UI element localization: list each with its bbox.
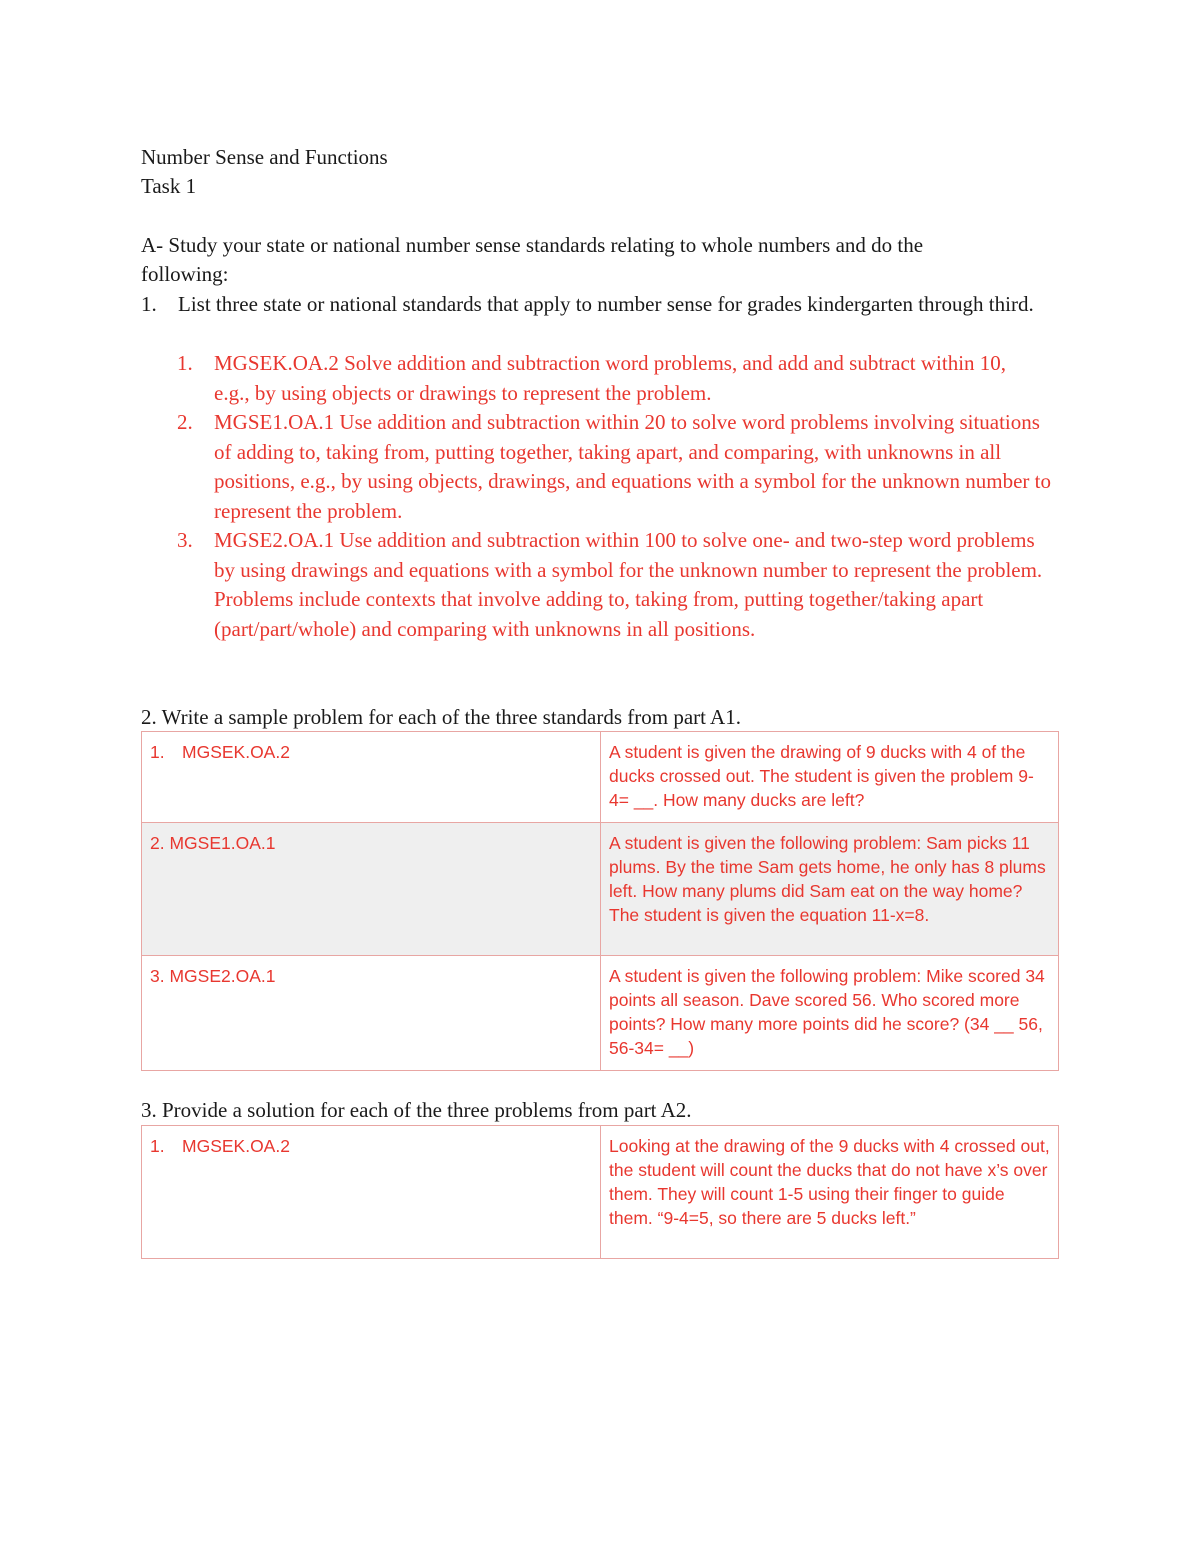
standard-2-number: 2. [177, 410, 193, 434]
row-number: 1. [150, 742, 165, 762]
table-row [142, 1126, 1059, 1259]
table-row [142, 956, 1059, 1071]
part-a-intro-line2: following: [141, 262, 229, 286]
standard-code: MGSEK.OA.2 [182, 742, 290, 762]
solution-cell: Looking at the drawing of the 9 ducks with 4 crossed out, the student will count the ducks that do not have x’s over them. They will count 1-5 using their finger to guide them. “9-4=5, so there are 5 ducks left.” [601, 1126, 1059, 1259]
question-1-text: List three state or national standards that apply to number sense for grades kindergarten through third. [178, 292, 1034, 316]
task-label: Task 1 [141, 174, 197, 198]
table-row [142, 823, 1059, 956]
standard-3-number: 3. [177, 528, 193, 552]
question-1-number: 1. [141, 292, 157, 316]
standard-cell: 2. MGSE1.OA.1 [142, 823, 601, 956]
solutions-table [141, 1125, 1059, 1259]
problem-cell: A student is given the drawing of 9 ducks with 4 of the ducks crossed out. The student is given the problem 9-4= __. How many ducks are left? [601, 732, 1059, 823]
standard-code: MGSEK.OA.2 [182, 1136, 290, 1156]
standard-2-text: MGSE1.OA.1 Use addition and subtraction within 20 to solve word problems involving situations of adding to, taking from, putting together, taking apart, and comparing, with unknowns in all positions, e.g., by using objects, drawings, and equations with a symbol for the unknown number to represent the problem. [214, 410, 1051, 523]
section-2-heading: 2. Write a sample problem for each of the three standards from part A1. [141, 705, 741, 729]
standard-cell [142, 1126, 601, 1259]
row-number: 1. [150, 1136, 165, 1156]
problem-cell: A student is given the following problem: Sam picks 11 plums. By the time Sam gets home, he only has 8 plums left. How many plums did Sam eat on the way home? The student is given the equation 11-x=8. [601, 823, 1059, 956]
table-row [142, 732, 1059, 823]
sample-problems-table [141, 731, 1059, 1071]
standard-1-number: 1. [177, 351, 193, 375]
section-3-heading: 3. Provide a solution for each of the three problems from part A2. [141, 1098, 692, 1122]
document-title: Number Sense and Functions [141, 145, 388, 169]
part-a-intro-line1: A- Study your state or national number sense standards relating to whole numbers and do the [141, 233, 924, 257]
standard-3-text: MGSE2.OA.1 Use addition and subtraction within 100 to solve one- and two-step word problems by using drawings and equations with a symbol for the unknown number to represent the problem. Problems include contexts that involve adding to, taking from, putting together/taking apart (part/part/whole) and comparing with unknowns in all positions. [214, 528, 1043, 641]
standard-cell [142, 732, 601, 823]
standard-cell: 3. MGSE2.OA.1 [142, 956, 601, 1071]
problem-cell: A student is given the following problem: Mike scored 34 points all season. Dave scored 56. Who scored more points? How many more points did he score? (34 __ 56, 56-34= __) [601, 956, 1059, 1071]
standard-1-text: MGSEK.OA.2 Solve addition and subtraction word problems, and add and subtract within 10, e.g., by using objects or drawings to represent the problem. [214, 351, 1007, 405]
